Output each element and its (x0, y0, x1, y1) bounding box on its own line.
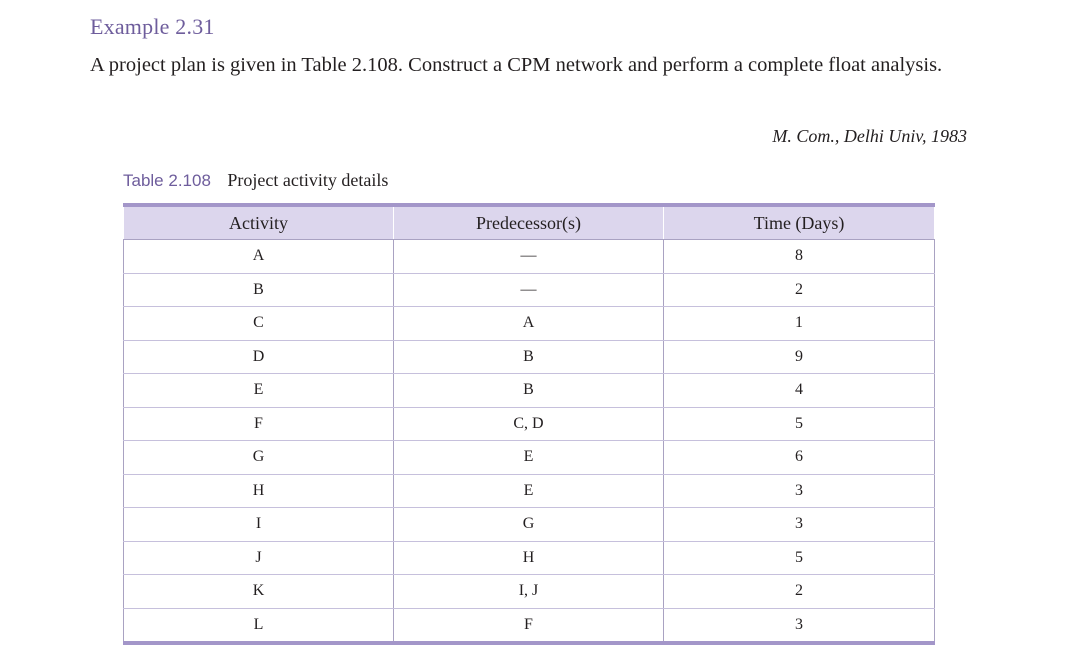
cell-time: 9 (664, 340, 935, 374)
cell-time: 5 (664, 541, 935, 575)
table-row (124, 541, 935, 575)
table-row (124, 441, 935, 475)
table-caption (123, 170, 388, 191)
table-row (124, 407, 935, 441)
table-row (124, 474, 935, 508)
table-row (124, 307, 935, 341)
table-header-row (124, 205, 935, 240)
cell-time: 2 (664, 273, 935, 307)
table-row (124, 508, 935, 542)
cell-activity: D (124, 340, 394, 374)
cell-predecessors: E (394, 474, 664, 508)
cell-activity: E (124, 374, 394, 408)
header-predecessors: Predecessor(s) (394, 205, 664, 240)
cell-predecessors: E (394, 441, 664, 475)
cell-time: 4 (664, 374, 935, 408)
cell-time: 5 (664, 407, 935, 441)
table-caption-text: Project activity details (227, 170, 389, 190)
cell-predecessors: — (394, 240, 664, 274)
cell-activity: B (124, 273, 394, 307)
source-citation: M. Com., Delhi Univ, 1983 (772, 126, 967, 146)
table-label: Table 2.108 (123, 171, 211, 190)
cell-time: 3 (664, 474, 935, 508)
cell-activity: L (124, 608, 394, 643)
cell-time: 3 (664, 608, 935, 643)
cell-predecessors: — (394, 273, 664, 307)
activity-table (123, 203, 935, 645)
cell-activity: I (124, 508, 394, 542)
table-row (124, 240, 935, 274)
header-time: Time (Days) (664, 205, 935, 240)
example-title: Example 2.31 (90, 14, 215, 39)
cell-time: 3 (664, 508, 935, 542)
cell-predecessors: A (394, 307, 664, 341)
cell-activity: A (124, 240, 394, 274)
cell-predecessors: F (394, 608, 664, 643)
cell-predecessors: C, D (394, 407, 664, 441)
table-row (124, 608, 935, 643)
cell-time: 2 (664, 575, 935, 609)
cell-time: 6 (664, 441, 935, 475)
cell-predecessors: H (394, 541, 664, 575)
cell-predecessors: B (394, 374, 664, 408)
header-activity: Activity (124, 205, 394, 240)
cell-activity: J (124, 541, 394, 575)
cell-activity: F (124, 407, 394, 441)
cell-activity: G (124, 441, 394, 475)
table-row (124, 273, 935, 307)
cell-time: 8 (664, 240, 935, 274)
cell-predecessors: I, J (394, 575, 664, 609)
cell-activity: H (124, 474, 394, 508)
table-row (124, 340, 935, 374)
activity-table-wrap (123, 203, 934, 645)
cell-activity: C (124, 307, 394, 341)
table-row (124, 575, 935, 609)
cell-activity: K (124, 575, 394, 609)
cell-predecessors: G (394, 508, 664, 542)
table-row (124, 374, 935, 408)
cell-predecessors: B (394, 340, 664, 374)
problem-statement: A project plan is given in Table 2.108. Construct a CPM network and perform a complete float analysis. (90, 54, 943, 76)
cell-time: 1 (664, 307, 935, 341)
